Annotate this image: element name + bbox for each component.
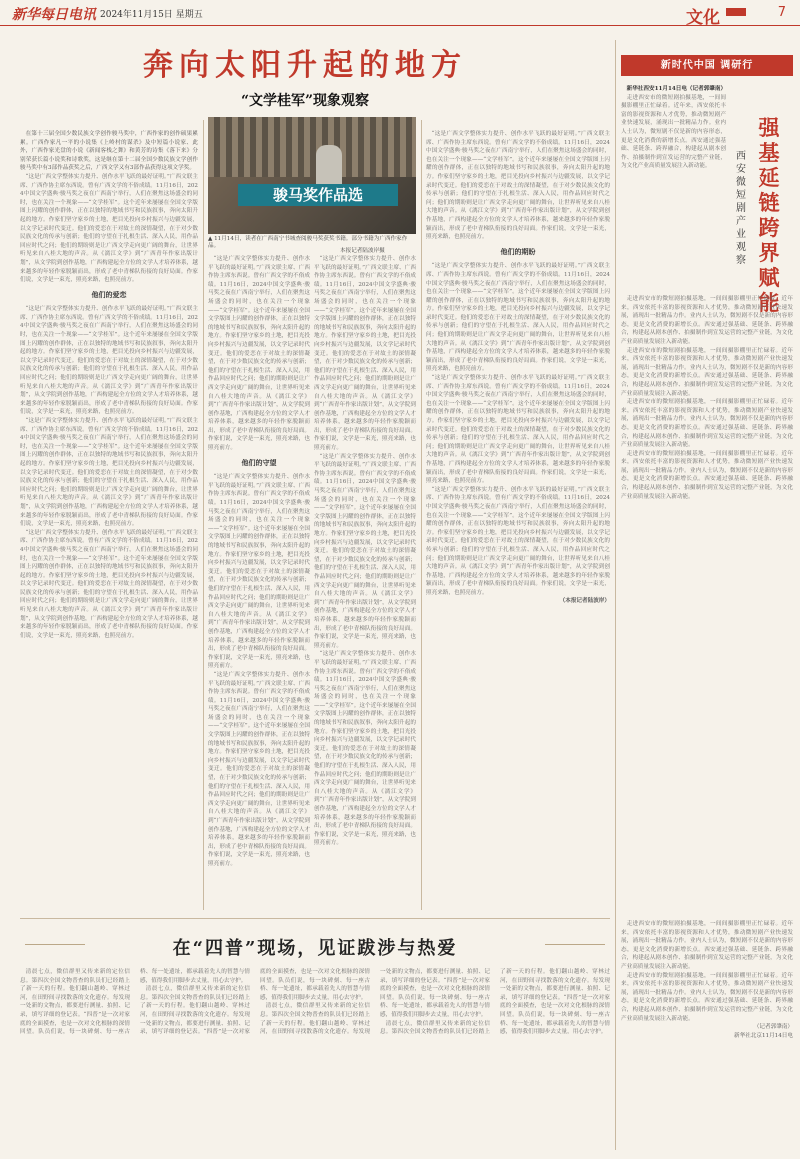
article-photo [208,117,416,234]
sidebar-body-5: 走进西安市的微短剧拍摄基地，一间间摄影棚里正忙碌着。近年来，西安依托丰富的影视资源和人才优势，推动微短剧产业快速发展，涌现出一批精品力作。业内人士认为，微短剧不仅是新的内容形态，更是文化消费的新增长点。西安通过强基础、延链条、跨界融合，构建起从剧本创作、拍摄制作到宣发运营的完整产业链，为文化产业高质量发展注入新动能。 [621,450,793,500]
sidebar-body-3: 走进西安市的微短剧拍摄基地，一间间摄影棚里正忙碌着。近年来，西安依托丰富的影视资源和人才优势，推动微短剧产业快速发展，涌现出一批精品力作。业内人士认为，微短剧不仅是新的内容形态，更是文化消费的新增长点。西安通过强基础、延链条、跨界融合，构建起从剧本创作、拍摄制作到宣发运营的完整产业链，为文化产业高质量发展注入新动能。 [621,347,793,397]
article-body-4: “这是广西文学整体实力提升、创作水平飞跃的最好证明。”广西文联主席、广西作协主席东西说。曾有广西文学的不俗成绩。11月16日，2024中国文学盛典·骏马奖之夜在广西南宁举行，人们在聚焦这场盛会的同时，也在关注一个现象——“文学桂军”。这个近年来屡屡在全国文学版图上闪耀的创作群体，正在以独特的地域书写和民族叙事，奔向太阳升起的地方。作家们坚守家乡的土地，把目光投向乡村振兴与边疆发展，以文学记录时代变迁。他们的爱恋在于对故土的深情凝望，在于对少数民族文化的传承与创新；他们的守望在于扎根生活、深入人民，用作品回应时代之问；他们的期盼则是让广西文学走向更广阔的舞台，让世界听见来自八桂大地的声音。从《漓江文学》到“广西青年作家出版计划”，从文学院到创作基地，广西构建起全方位的文学人才培养体系，越来越多的年轻作家脱颖而出，形成了老中青梯队衔接的良好局面。作家们说，文学是一束光，照亮来路，也照亮前方。 [426,131,610,241]
newspaper-logo: 新华每日电讯 [12,7,96,23]
section-heading-2: 他们的守望 [241,457,277,467]
sidebar-dateline: 新华社西安11月14日电（记者郭肇南） [626,86,726,92]
article-body-2: “这是广西文学整体实力提升、创作水平飞跃的最好证明。”广西文联主席、广西作协主席东西说。曾有广西文学的不俗成绩。11月16日，2024中国文学盛典·骏马奖之夜在广西南宁举行，人们在聚焦这场盛会的同时，也在关注一个现象——“文学桂军”。这个近年来屡屡在全国文学版图上闪耀的创作群体，正在以独特的地域书写和民族叙事，奔向太阳升起的地方。作家们坚守家乡的土地，把目光投向乡村振兴与边疆发展，以文学记录时代变迁。他们的爱恋在于对故土的深情凝望，在于对少数民族文化的传承与创新；他们的守望在于扎根生活、深入人民，用作品回应时代之问；他们的期盼则是让广西文学走向更广阔的舞台，让世界听见来自八桂大地的声音。从《漓江文学》到“广西青年作家出版计划”，从文学院到创作基地，广西构建起全方位的文学人才培养体系，越来越多的年轻作家脱颖而出，形成了老中青梯队衔接的良好局面。作家们说，文学是一束光，照亮来路，也照亮前方。 [208,256,310,452]
sidebar-body-4: 走进西安市的微短剧拍摄基地，一间间摄影棚里正忙碌着。近年来，西安依托丰富的影视资源和人才优势，推动微短剧产业快速发展，涌现出一批精品力作。业内人士认为，微短剧不仅是新的内容形态，更是文化消费的新增长点。西安通过强基础、延链条、跨界融合，构建起从剧本创作、拍摄制作到宣发运营的完整产业链，为文化产业高质量发展注入新动能。 [621,399,793,449]
sidebar-lead [621,85,726,290]
article-body-4c: “这是广西文学整体实力提升、创作水平飞跃的最好证明。”广西文联主席、广西作协主席东西说。曾有广西文学的不俗成绩。11月16日，2024中国文学盛典·骏马奖之夜在广西南宁举行，人们在聚焦这场盛会的同时，也在关注一个现象——“文学桂军”。这个近年来屡屡在全国文学版图上闪耀的创作群体，正在以独特的地域书写和民族叙事，奔向太阳升起的地方。作家们坚守家乡的土地，把目光投向乡村振兴与边疆发展，以文学记录时代变迁。他们的爱恋在于对故土的深情凝望，在于对少数民族文化的传承与创新；他们的守望在于扎根生活、深入人民，用作品回应时代之问；他们的期盼则是让广西文学走向更广阔的舞台，让世界听见来自八桂大地的声音。从《漓江文学》到“广西青年作家出版计划”，从文学院到创作基地，广西构建起全方位的文学人才培养体系，越来越多的年轻作家脱颖而出，形成了老中青梯队衔接的良好局面。作家们说，文学是一束光，照亮来路，也照亮前方。 [426,375,610,485]
issue-date: 2024年11月15日 星期五 [100,10,203,20]
bottom-body-4: 清晨七点，微信群里又传来新的定位信息。第四次全国文物普查的队员们已经踏上了新一天的行程。他们翻山越岭、穿林过河，在田野间寻找散落的文化遗存。每发现一处新的文物点，都要进行测量、拍照、记录，填写详细的登记表。“四普”是一次对家底的全面摸查，也是一次对文化根脉的深情回望。队员们说，每一块碑刻、每一座古桥、每一处遗址，都承载着先人的智慧与情感，值得我们用脚步去丈量，用心去守护。 [380,969,610,1036]
article-body-2c: “这是广西文学整体实力提升、创作水平飞跃的最好证明。”广西文联主席、广西作协主席东西说。曾有广西文学的不俗成绩。11月16日，2024中国文学盛典·骏马奖之夜在广西南宁举行，人们在聚焦这场盛会的同时，也在关注一个现象——“文学桂军”。这个近年来屡屡在全国文学版图上闪耀的创作群体，正在以独特的地域书写和民族叙事，奔向太阳升起的地方。作家们坚守家乡的土地，把目光投向乡村振兴与边疆发展，以文学记录时代变迁。他们的爱恋在于对故土的深情凝望，在于对少数民族文化的传承与创新；他们的守望在于扎根生活、深入人民，用作品回应时代之问；他们的期盼则是让广西文学走向更广阔的舞台，让世界听见来自八桂大地的声音。从《漓江文学》到“广西青年作家出版计划”，从文学院到创作基地，广西构建起全方位的文学人才培养体系，越来越多的年轻作家脱颖而出，形成了老中青梯队衔接的良好局面。作家们说，文学是一束光，照亮来路，也照亮前方。 [208,671,310,867]
sidebar-body-7: 走进西安市的微短剧拍摄基地，一间间摄影棚里正忙碌着。近年来，西安依托丰富的影视资源和人才优势，推动微短剧产业快速发展，涌现出一批精品力作。业内人士认为，微短剧不仅是新的内容形态，更是文化消费的新增长点。西安通过强基础、延链条、跨界融合，构建起从剧本创作、拍摄制作到宣发运营的完整产业链，为文化产业高质量发展注入新动能。 [621,972,793,1022]
bottom-divider [20,918,610,919]
article-body-4d: “这是广西文学整体实力提升、创作水平飞跃的最好证明。”广西文联主席、广西作协主席东西说。曾有广西文学的不俗成绩。11月16日，2024中国文学盛典·骏马奖之夜在广西南宁举行，人们在聚焦这场盛会的同时，也在关注一个现象——“文学桂军”。这个近年来屡屡在全国文学版图上闪耀的创作群体，正在以独特的地域书写和民族叙事，奔向太阳升起的地方。作家们坚守家乡的土地，把目光投向乡村振兴与边疆发展，以文学记录时代变迁。他们的爱恋在于对故土的深情凝望，在于对少数民族文化的传承与创新；他们的守望在于扎根生活、深入人民，用作品回应时代之问；他们的期盼则是让广西文学走向更广阔的舞台，让世界听见来自八桂大地的声音。从《漓江文学》到“广西青年作家出版计划”，从文学院到创作基地，广西构建起全方位的文学人才培养体系，越来越多的年轻作家脱颖而出，形成了老中青梯队衔接的良好局面。作家们说，文学是一束光，照亮来路，也照亮前方。 [426,486,610,596]
sidebar-body-2: 走进西安市的微短剧拍摄基地，一间间摄影棚里正忙碌着。近年来，西安依托丰富的影视资源和人才优势，推动微短剧产业快速发展，涌现出一批精品力作。业内人士认为，微短剧不仅是新的内容形态，更是文化消费的新增长点。西安通过强基础、延链条、跨界融合，构建起从剧本创作、拍摄制作到宣发运营的完整产业链，为文化产业高质量发展注入新动能。 [621,296,793,345]
bottom-body-1: 清晨七点，微信群里又传来新的定位信息。第四次全国文物普查的队员们已经踏上了新一天的行程。他们翻山越岭、穿林过河，在田野间寻找散落的文化遗存。每发现一处新的文物点，都要进行测量、拍照、记录，填写详细的登记表。“四普”是一次对家底的全面摸查，也是一次对文化根脉的深情回望。队员们说，每一块碑刻、每一座古桥、每一处遗址，都承载着先人的智慧与情感，值得我们用脚步去丈量，用心去守护。 [20,969,250,1036]
section-heading-1: 他们的爱恋 [91,289,127,299]
bottom-article-body [20,968,610,1153]
article-column-3 [314,255,416,910]
page-number: 7 [777,5,786,20]
article-body-3: “这是广西文学整体实力提升、创作水平飞跃的最好证明。”广西文联主席、广西作协主席东西说。曾有广西文学的不俗成绩。11月16日，2024中国文学盛典·骏马奖之夜在广西南宁举行，人们在聚焦这场盛会的同时，也在关注一个现象——“文学桂军”。这个近年来屡屡在全国文学版图上闪耀的创作群体，正在以独特的地域书写和民族叙事，奔向太阳升起的地方。作家们坚守家乡的土地，把目光投向乡村振兴与边疆发展，以文学记录时代变迁。他们的爱恋在于对故土的深情凝望，在于对少数民族文化的传承与创新；他们的守望在于扎根生活、深入人民，用作品回应时代之问；他们的期盼则是让广西文学走向更广阔的舞台，让世界听见来自八桂大地的声音。从《漓江文学》到“广西青年作家出版计划”，从文学院到创作基地，广西构建起全方位的文学人才培养体系，越来越多的年轻作家脱颖而出，形成了老中青梯队衔接的良好局面。作家们说，文学是一束光，照亮来路，也照亮前方。 [314,256,416,452]
bottom-body-2: 清晨七点，微信群里又传来新的定位信息。第四次全国文物普查的队员们已经踏上了新一天的行程。他们翻山越岭、穿林过河，在田野间寻找散落的文化遗存。每发现一处新的文物点，都要进行测量、拍照、记录，填写详细的登记表。“四普”是一次对家底的全面摸查，也是一次对文化根脉的深情回望。队员们说，每一块碑刻、每一座古桥、每一处遗址，都承载着先人的智慧与情感，值得我们用脚步去丈量，用心去守护。 [140,969,370,1036]
article-column-4 [426,130,610,910]
article-author: （本报记者陆波岸） [559,598,610,605]
sidebar-body-1: 走进西安市的微短剧拍摄基地，一间间摄影棚里正忙碌着。近年来，西安依托丰富的影视资源和人才优势，推动微短剧产业快速发展，涌现出一批精品力作。业内人士认为，微短剧不仅是新的内容形态，更是文化消费的新增长点。西安通过强基础、延链条、跨界融合，构建起从剧本创作、拍摄制作到宣发运营的完整产业链，为文化产业高质量发展注入新动能。 [621,94,726,170]
sidebar-bottom [621,920,793,1145]
sidebar-title: 强基延链 跨界赋能 [758,115,780,315]
bottom-body-3: 清晨七点，微信群里又传来新的定位信息。第四次全国文物普查的队员们已经踏上了新一天的行程。他们翻山越岭、穿林过河，在田野间寻找散落的文化遗存。每发现一处新的文物点，都要进行测量、拍照、记录，填写详细的登记表。“四普”是一次对家底的全面摸查，也是一次对文化根脉的深情回望。队员们说，每一块碑刻、每一座古桥、每一处遗址，都承载着先人的智慧与情感，值得我们用脚步去丈量，用心去守护。 [260,969,490,1036]
article-body-1b: “这是广西文学整体实力提升、创作水平飞跃的最好证明。”广西文联主席、广西作协主席东西说。曾有广西文学的不俗成绩。11月16日，2024中国文学盛典·骏马奖之夜在广西南宁举行，人们在聚焦这场盛会的同时，也在关注一个现象——“文学桂军”。这个近年来屡屡在全国文学版图上闪耀的创作群体，正在以独特的地域书写和民族叙事，奔向太阳升起的地方。作家们坚守家乡的土地，把目光投向乡村振兴与边疆发展，以文学记录时代变迁。他们的爱恋在于对故土的深情凝望，在于对少数民族文化的传承与创新；他们的守望在于扎根生活、深入人民，用作品回应时代之问；他们的期盼则是让广西文学走向更广阔的舞台，让世界听见来自八桂大地的声音。从《漓江文学》到“广西青年作家出版计划”，从文学院到创作基地，广西构建起全方位的文学人才培养体系，越来越多的年轻作家脱颖而出，形成了老中青梯队衔接的良好局面。作家们说，文学是一束光，照亮来路，也照亮前方。 [20,306,198,416]
masthead [0,0,800,26]
photo-credit: 本报记者陆波岸摄 [340,248,385,254]
article-column-2 [208,255,310,910]
article-body-1: “这是广西文学整体实力提升、创作水平飞跃的最好证明。”广西文联主席、广西作协主席东西说。曾有广西文学的不俗成绩。11月16日，2024中国文学盛典·骏马奖之夜在广西南宁举行，人们在聚焦这场盛会的同时，也在关注一个现象——“文学桂军”。这个近年来屡屡在全国文学版图上闪耀的创作群体，正在以独特的地域书写和民族叙事，奔向太阳升起的地方。作家们坚守家乡的土地，把目光投向乡村振兴与边疆发展，以文学记录时代变迁。他们的爱恋在于对故土的深情凝望，在于对少数民族文化的传承与创新；他们的守望在于扎根生活、深入人民，用作品回应时代之问；他们的期盼则是让广西文学走向更广阔的舞台，让世界听见来自八桂大地的声音。从《漓江文学》到“广西青年作家出版计划”，从文学院到创作基地，广西构建起全方位的文学人才培养体系，越来越多的年轻作家脱颖而出，形成了老中青梯队衔接的良好局面。作家们说，文学是一束光，照亮来路，也照亮前方。 [20,173,198,284]
article-lead: 在第十三届全国少数民族文学创作骏马奖中，广西作家的创作硕果累累。广西作家凡一平的小说集《上岭村的谋杀》及中短篇小说家、此外，广西作家光盘的小说《新闻客栈之舞》和黄芳的诗集《落下来》分别荣获长篇小说奖和诗歌奖，这是继在第十二届全国少数民族文学创作骏马奖中有3部作品获奖之后，广西文学又有3部作品获得这项文学奖。 [20,131,198,172]
article-headline: 奔向太阳升起的地方 [143,48,467,83]
article-body-4b: “这是广西文学整体实力提升、创作水平飞跃的最好证明。”广西文联主席、广西作协主席东西说。曾有广西文学的不俗成绩。11月16日，2024中国文学盛典·骏马奖之夜在广西南宁举行，人们在聚焦这场盛会的同时，也在关注一个现象——“文学桂军”。这个近年来屡屡在全国文学版图上闪耀的创作群体，正在以独特的地域书写和民族叙事，奔向太阳升起的地方。作家们坚守家乡的土地，把目光投向乡村振兴与边疆发展，以文学记录时代变迁。他们的爱恋在于对故土的深情凝望，在于对少数民族文化的传承与创新；他们的守望在于扎根生活、深入人民，用作品回应时代之问；他们的期盼则是让广西文学走向更广阔的舞台，让世界听见来自八桂大地的声音。从《漓江文学》到“广西青年作家出版计划”，从文学院到创作基地，广西构建起全方位的文学人才培养体系，越来越多的年轻作家脱颖而出，形成了老中青梯队衔接的良好局面。作家们说，文学是一束光，照亮来路，也照亮前方。 [426,263,610,373]
article-body-2b: “这是广西文学整体实力提升、创作水平飞跃的最好证明。”广西文联主席、广西作协主席东西说。曾有广西文学的不俗成绩。11月16日，2024中国文学盛典·骏马奖之夜在广西南宁举行，人们在聚焦这场盛会的同时，也在关注一个现象——“文学桂军”。这个近年来屡屡在全国文学版图上闪耀的创作群体，正在以独特的地域书写和民族叙事，奔向太阳升起的地方。作家们坚守家乡的土地，把目光投向乡村振兴与边疆发展，以文学记录时代变迁。他们的爱恋在于对故土的深情凝望，在于对少数民族文化的传承与创新；他们的守望在于扎根生活、深入人民，用作品回应时代之问；他们的期盼则是让广西文学走向更广阔的舞台，让世界听见来自八桂大地的声音。从《漓江文学》到“广西青年作家出版计划”，从文学院到创作基地，广西构建起全方位的文学人才培养体系，越来越多的年轻作家脱颖而出，形成了老中青梯队衔接的良好局面。作家们说，文学是一束光，照亮来路，也照亮前方。 [208,474,310,670]
article-body-1c: “这是广西文学整体实力提升、创作水平飞跃的最好证明。”广西文联主席、广西作协主席东西说。曾有广西文学的不俗成绩。11月16日，2024中国文学盛典·骏马奖之夜在广西南宁举行，人们在聚焦这场盛会的同时，也在关注一个现象——“文学桂军”。这个近年来屡屡在全国文学版图上闪耀的创作群体，正在以独特的地域书写和民族叙事，奔向太阳升起的地方。作家们坚守家乡的土地，把目光投向乡村振兴与边疆发展，以文学记录时代变迁。他们的爱恋在于对故土的深情凝望，在于对少数民族文化的传承与创新；他们的守望在于扎根生活、深入人民，用作品回应时代之问；他们的期盼则是让广西文学走向更广阔的舞台，让世界听见来自八桂大地的声音。从《漓江文学》到“广西青年作家出版计划”，从文学院到创作基地，广西构建起全方位的文学人才培养体系，越来越多的年轻作家脱颖而出，形成了老中青梯队衔接的良好局面。作家们说，文学是一束光，照亮来路，也照亮前方。 [20,418,198,528]
article-body-1d: “这是广西文学整体实力提升、创作水平飞跃的最好证明。”广西文联主席、广西作协主席东西说。曾有广西文学的不俗成绩。11月16日，2024中国文学盛典·骏马奖之夜在广西南宁举行，人们在聚焦这场盛会的同时，也在关注一个现象——“文学桂军”。这个近年来屡屡在全国文学版图上闪耀的创作群体，正在以独特的地域书写和民族叙事，奔向太阳升起的地方。作家们坚守家乡的土地，把目光投向乡村振兴与边疆发展，以文学记录时代变迁。他们的爱恋在于对故土的深情凝望，在于对少数民族文化的传承与创新；他们的守望在于扎根生活、深入人民，用作品回应时代之问；他们的期盼则是让广西文学走向更广阔的舞台，让世界听见来自八桂大地的声音。从《漓江文学》到“广西青年作家出版计划”，从文学院到创作基地，广西构建起全方位的文学人才培养体系，越来越多的年轻作家脱颖而出，形成了老中青梯队衔接的良好局面。作家们说，文学是一束光，照亮来路，也照亮前方。 [20,529,198,639]
photo-caption: ▲ 11月14日，读者在广西南宁书城查阅骏马奖获奖书籍。部分书籍为广西作家作品。 [208,236,408,249]
sidebar-divider [615,40,616,1150]
bookshelf-image [208,117,416,177]
photo-banner: 骏马奖作品选 [238,184,398,206]
bottom-article-title: 在“四普”现场，见证跋涉与热爱 [172,938,458,959]
column-divider [421,120,422,910]
article-subhead: “文学桂军”现象观察 [240,93,370,109]
section-title: 文化 [686,8,720,28]
section-heading-3: 他们的期盼 [500,246,536,256]
sidebar-author: （记者郭肇南） [753,1024,793,1031]
sidebar-body-6: 走进西安市的微短剧拍摄基地，一间间摄影棚里正忙碌着。近年来，西安依托丰富的影视资源和人才优势，推动微短剧产业快速发展，涌现出一批精品力作。业内人士认为，微短剧不仅是新的内容形态，更是文化消费的新增长点。西安通过强基础、延链条、跨界融合，构建起从剧本创作、拍摄制作到宣发运营的完整产业链，为文化产业高质量发展注入新动能。 [621,921,793,970]
sidebar-subtitle: 西安微短剧产业观察 [736,151,746,266]
bottom-dateline: 新华社北京11月14日电 [734,1032,793,1039]
column-label: 新时代中国 调研行 [621,55,793,76]
sidebar-column [621,295,793,910]
article-body-3b: “这是广西文学整体实力提升、创作水平飞跃的最好证明。”广西文联主席、广西作协主席东西说。曾有广西文学的不俗成绩。11月16日，2024中国文学盛典·骏马奖之夜在广西南宁举行，人们在聚焦这场盛会的同时，也在关注一个现象——“文学桂军”。这个近年来屡屡在全国文学版图上闪耀的创作群体，正在以独特的地域书写和民族叙事，奔向太阳升起的地方。作家们坚守家乡的土地，把目光投向乡村振兴与边疆发展，以文学记录时代变迁。他们的爱恋在于对故土的深情凝望，在于对少数民族文化的传承与创新；他们的守望在于扎根生活、深入人民，用作品回应时代之问；他们的期盼则是让广西文学走向更广阔的舞台，让世界听见来自八桂大地的声音。从《漓江文学》到“广西青年作家出版计划”，从文学院到创作基地，广西构建起全方位的文学人才培养体系，越来越多的年轻作家脱颖而出，形成了老中青梯队衔接的良好局面。作家们说，文学是一束光，照亮来路，也照亮前方。 [314,453,416,649]
article-column-1 [20,130,198,910]
article-body-3c: “这是广西文学整体实力提升、创作水平飞跃的最好证明。”广西文联主席、广西作协主席东西说。曾有广西文学的不俗成绩。11月16日，2024中国文学盛典·骏马奖之夜在广西南宁举行，人们在聚焦这场盛会的同时，也在关注一个现象——“文学桂军”。这个近年来屡屡在全国文学版图上闪耀的创作群体，正在以独特的地域书写和民族叙事，奔向太阳升起的地方。作家们坚守家乡的土地，把目光投向乡村振兴与边疆发展，以文学记录时代变迁。他们的爱恋在于对故土的深情凝望，在于对少数民族文化的传承与创新；他们的守望在于扎根生活、深入人民，用作品回应时代之问；他们的期盼则是让广西文学走向更广阔的舞台，让世界听见来自八桂大地的声音。从《漓江文学》到“广西青年作家出版计划”，从文学院到创作基地，广西构建起全方位的文学人才培养体系，越来越多的年轻作家脱颖而出，形成了老中青梯队衔接的良好局面。作家们说，文学是一束光，照亮来路，也照亮前方。 [314,651,416,847]
column-divider [203,120,204,910]
section-marker-icon [726,8,746,16]
